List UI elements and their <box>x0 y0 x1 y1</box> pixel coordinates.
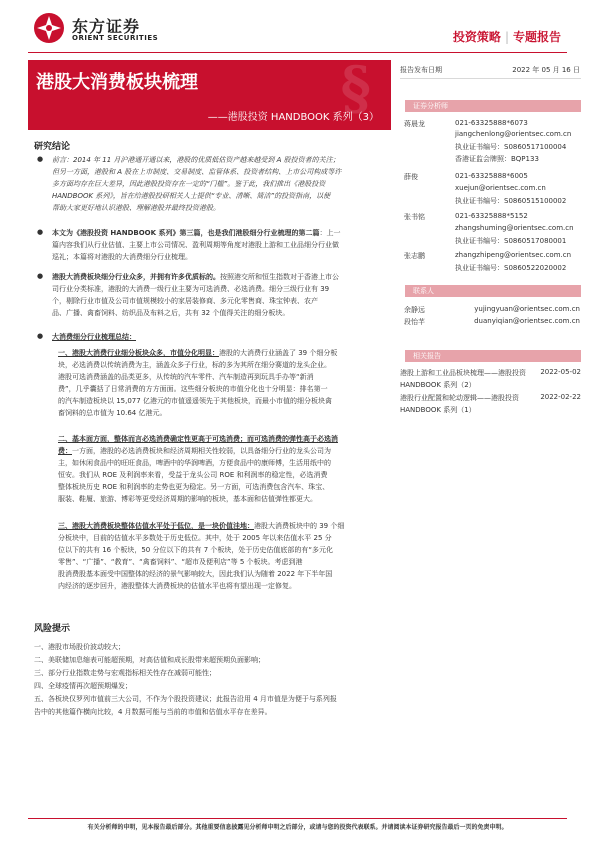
bullet-icon: ● <box>37 155 44 163</box>
research-conclusion-title: 研究结论 <box>34 142 71 152</box>
analyst-name: 薛俊 <box>404 173 418 181</box>
summary-point-3 <box>58 520 344 592</box>
risk-item: 一、港股市场股价波动较大； <box>34 643 125 651</box>
text-run: 港股的大消费行业涵盖了 39 个细分板 <box>219 349 338 357</box>
analyst-email[interactable]: xuejun@orientsec.com.cn <box>455 184 546 192</box>
category-separator: | <box>504 30 509 44</box>
banner-watermark-icon: § <box>340 60 371 122</box>
report-title: 港股大消费板块梳理 <box>36 72 198 93</box>
title-banner <box>28 60 391 130</box>
intro-paragraph <box>52 154 341 214</box>
publish-date-label: 报告发布日期 <box>400 66 442 74</box>
related-report-date: 2022-05-02 <box>540 368 581 376</box>
analyst-email[interactable]: zhangzhipeng@orientsec.com.cn <box>455 251 572 259</box>
related-report-title: 港股行业配置和轮动逻辑——港股投资 <box>400 394 519 402</box>
analyst-license: 执业证书编号：S0860517080001 <box>455 237 567 245</box>
text-line: 块，必选消费以传统消费为主，涵盖众多子行业，标的多为其所在细分赛道的龙头企业。 <box>58 361 331 369</box>
text-line: 篇内容我们从行业估值、主要上市公司情况、盈利周期等角度对港股上游和工业品细分行业做 <box>52 241 339 249</box>
contact-email[interactable]: duanyiqian@orientsec.com.cn <box>474 317 580 325</box>
text-line: 的汽车制造板块以 15,077 亿港元的市值遥遥领先于其他板块，而最小市值的细分板块禽 <box>58 397 332 405</box>
text-line: 主，如休闲食品中的旺旺食品，啤酒中的华润啤酒，方便食品中的康师傅，生活用纸中的 <box>58 459 331 467</box>
summary-point-2 <box>58 433 338 505</box>
sidebar-divider <box>400 78 581 79</box>
text-line: 巡礼；本篇将对港股的大消费细分行业梳理。 <box>52 253 192 261</box>
text-line: 位以下的共有 16 个板块，50 分位以下的共有 7 个板块，处于历史估值底部的有“多元化 <box>58 546 334 554</box>
text-run: 按照港交所和恒生指数对于香港上市公 <box>220 273 339 281</box>
related-report-title: 港股上游和工业品板块梳理——港股投资 <box>400 369 526 377</box>
text-line: 帮助大家更好地认识港股、理解港股并最终投资港股。 <box>52 204 220 212</box>
analyst-phone: 021-63325888*6005 <box>455 172 528 180</box>
text-line: 品、广播、禽畜饲料、纺织品及布料之后，共有 32 个值得关注的细分板块。 <box>52 309 290 317</box>
summary-point-1 <box>58 347 337 419</box>
text-line: 个，剔除行业市值及公司市值规模较小的家居装修商、多元化零售商、珠宝钟表、农产 <box>52 297 318 305</box>
analyst-license: 执业证书编号：S0860515100002 <box>455 197 567 205</box>
orient-securities-logo-icon <box>33 12 65 44</box>
risk-item: 五、各板块仅罗列市值前三大公司，不作为个股投资建议；此报告沿用 4 月市值是为便于与系列报 <box>34 695 337 703</box>
text-line: 多方面均存在巨大差异，因此港股投资存在一定的“门槛”。鉴于此，我们推出《港股投资 <box>52 180 326 188</box>
risk-item: 三、部分行业指数走势与宏观指标相关性存在减弱可能性； <box>34 669 216 677</box>
brand-name-en: ORIENT SECURITIES <box>72 34 159 42</box>
text-line: 司行业分类标准，港股的大消费一级行业主要为可选消费、必选消费。细分三级行业有 39 <box>52 285 330 293</box>
analyst-license: 执业证书编号：S0860517100004 <box>455 143 567 151</box>
text-run: 港股大消费板块中的 39 个细 <box>254 522 345 530</box>
risk-title: 风险提示 <box>34 624 71 634</box>
brand-name-cn: 东方证券 <box>72 17 141 36</box>
point-title-cont: 费： <box>58 447 72 455</box>
analyst-name: 蒋晨龙 <box>404 120 425 128</box>
text-line: 前言：2014 年 11 月沪港通开通以来，港股的优质低估资产越来越受到 A 股投资者的关注； <box>52 156 340 164</box>
disclaimer-footer: 有关分析师的申明，见本报告最后部分。其他重要信息披露见分析师申明之后部分，或请与您的投资代表联系。并请阅读本证券研究报告最后一页的免责申明。 <box>87 824 508 831</box>
footer-divider <box>28 818 567 819</box>
text-run: ：上一 <box>319 229 341 237</box>
report-category <box>453 28 561 45</box>
contacts-header: 联系人 <box>405 285 581 297</box>
text-run: 一方面，港股的必选消费板块和经济周期相关性较弱，以具备细分行业的龙头公司为 <box>72 447 331 455</box>
analyst-phone: 021-63325888*6073 <box>455 119 528 127</box>
bullet-icon: ● <box>37 332 44 340</box>
series-paragraph <box>52 227 340 263</box>
category-type-label: 专题报告 <box>512 30 561 44</box>
bullet-icon: ● <box>37 272 44 280</box>
analyst-email[interactable]: zhangshuming@orientsec.com.cn <box>455 224 574 232</box>
related-reports-header: 相关报告 <box>405 350 581 362</box>
risk-item: 二、美联储加息缩表可能超预期，对高估值和成长股带来超预期负面影响； <box>34 656 265 664</box>
point-title: 二、基本面方面，整体而言必选消费确定性更高于可选消费；而可选消费的弹性高于必选消 <box>58 435 338 443</box>
bullet-icon: ● <box>37 228 44 236</box>
contact-name: 段怡芊 <box>404 318 425 326</box>
header-divider <box>28 52 567 53</box>
overview-paragraph <box>52 271 339 319</box>
analyst-name: 张书铭 <box>404 213 425 221</box>
related-report-title-cont: HANDBOOK 系列（1） <box>400 406 476 414</box>
text-line: 恒安。我们从 ROE 及利润率来看，受益于龙头公司 ROE 和利润率的稳定性，必选消费 <box>58 471 328 479</box>
analyst-name: 张志鹏 <box>404 252 425 260</box>
analysts-header: 证券分析师 <box>405 100 581 112</box>
report-subtitle: ——港股投资 HANDBOOK 系列（3） <box>207 112 379 123</box>
text-line: 服装、鞋履、旅游、博彩等更受经济周期的影响的板块，基本面和估值弹性都更大。 <box>58 495 317 503</box>
bold-lead: 港股大消费板块细分行业众多，并拥有许多优质标的。 <box>52 273 220 281</box>
text-line: 零售”、“广播”、“教育”、“禽畜饲料”、“超市及便利店”等 5 个板块。考虑到港 <box>58 558 303 566</box>
analyst-hk-license: 香港证监会牌照：BQP133 <box>455 155 539 163</box>
text-line: 整体板块历史 ROE 和利润率的走势也更为稳定。另一方面，可选消费包含汽车、珠宝、 <box>58 483 330 491</box>
analyst-phone: 021-63325888*5152 <box>455 212 528 220</box>
text-line: 港股可选消费涵盖的品类更多，从传统的汽车零件、汽车制造再到玩具手办等“新消 <box>58 373 314 381</box>
text-line: 但另一方面，港股和 A 股在上市制度、交易制度、监管体系、投资者结构、上市公司构成等许 <box>52 168 342 176</box>
category-label: 投资策略 <box>452 30 501 44</box>
publish-date-value: 2022 年 05 月 16 日 <box>512 66 580 74</box>
contact-name: 余静远 <box>404 306 425 314</box>
text-line: 分板块中，目前的估值水平多数处于历史低位。其中，处于 2005 年以来估值水平 25 分 <box>58 534 332 542</box>
point-title: 三、港股大消费板块整体估值水平处于低位，是一块价值洼地： <box>58 522 254 530</box>
text-line: 费”，几乎囊括了日常消费的方方面面。这些细分板块的市值分化也十分明显：排名第一 <box>58 385 328 393</box>
contact-email[interactable]: yujingyuan@orientsec.com.cn <box>474 305 580 313</box>
analyst-email[interactable]: jiangchenlong@orientsec.com.cn <box>455 130 572 138</box>
text-line: HANDBOOK 系列》，旨在给港股投研相关人士提供“专业、清晰、简洁”的投资指南，以便 <box>52 192 331 200</box>
related-report-title-cont: HANDBOOK 系列（2） <box>400 381 476 389</box>
text-line: 畜饲料的总市值为 10.64 亿港元。 <box>58 409 167 417</box>
risk-list <box>34 641 337 719</box>
text-line: 内经济的逐步回升，港股整体大消费板块的估值水平也将有望出现一定修复。 <box>58 582 296 590</box>
text-line: 股消费股基本面受中国整体的经济的景气影响较大，因此我们认为随着 2022 年下半年国 <box>58 570 333 578</box>
text-line: 大消费细分行业梳理总结： <box>52 333 136 341</box>
analyst-license: 执业证书编号：S0860522020002 <box>455 264 567 272</box>
risk-item: 告中的其他篇作横向比较，4 月数据可能与当前的市值和估值水平存在差异。 <box>34 708 272 716</box>
summary-heading <box>52 331 136 343</box>
bold-lead: 本文为《港股投资 HANDBOOK 系列》第三篇，也是我们港股细分行业梳理的第二篇 <box>52 229 320 237</box>
point-title: 一、港股大消费行业细分板块众多，市值分化明显： <box>58 349 219 357</box>
risk-item: 四、全球疫情再次超预期爆发； <box>34 682 132 690</box>
related-report-date: 2022-02-22 <box>540 393 581 401</box>
